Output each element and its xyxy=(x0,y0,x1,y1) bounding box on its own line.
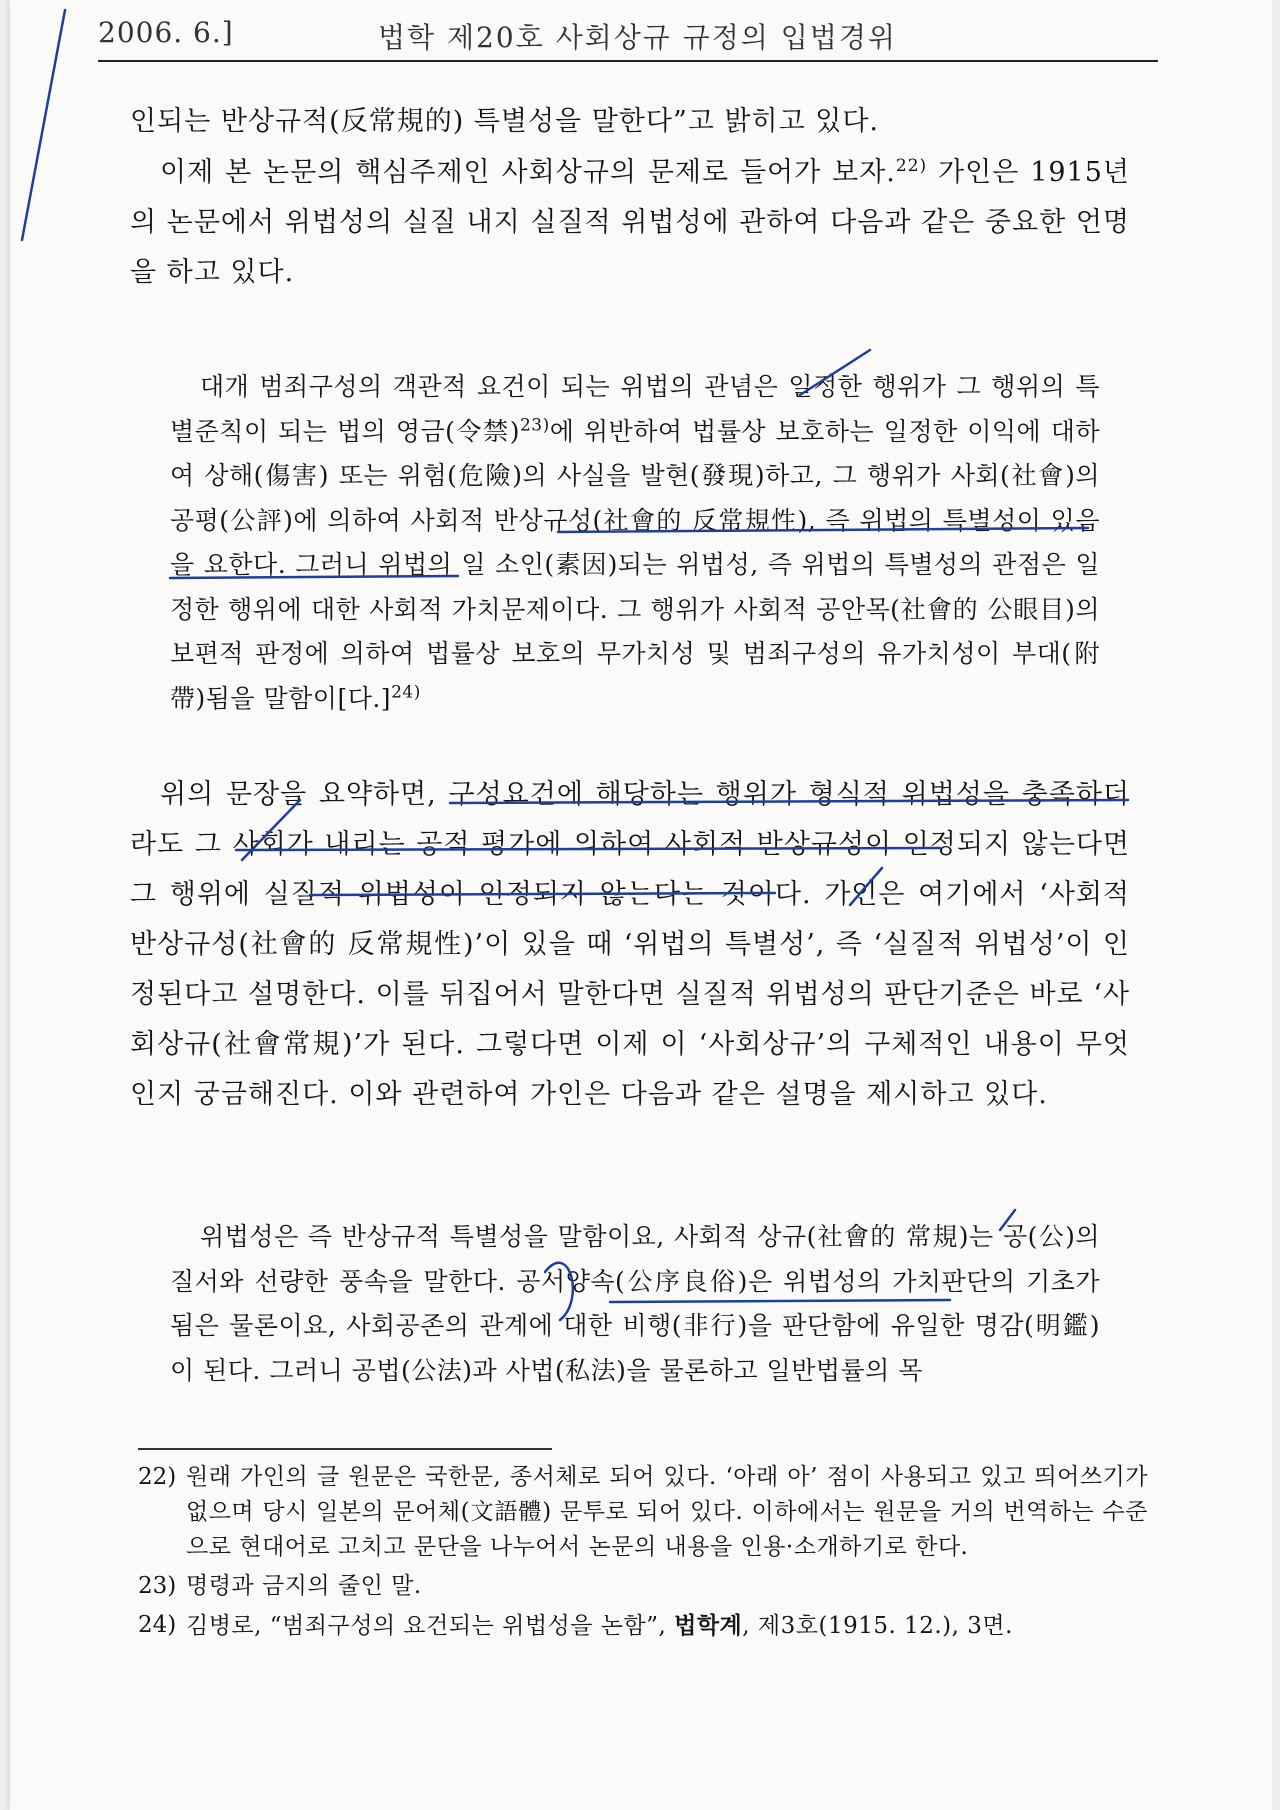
footnote-text xyxy=(186,1608,1148,1644)
footnote-ref-24[interactable]: 24) xyxy=(391,682,421,703)
footnotes xyxy=(138,1460,1148,1648)
paragraph-3-text: 위의 문장을 요약하면, 구성요건에 해당하는 행위가 형식적 위법성을 충족하더라도 그 사회가 내리는 공적 평가에 의하여 사회적 반상규성이 인정되지 않는다면 그 행위에 실질적 위법성이 인정되지 않는다는 것이다. 가인은 여기에서 ‘사회적 반상규성(社會的 反常規性)’이 있을 때 ‘위법의 특별성’, 즉 ‘실질적 위법성’이 인정된다고 설명한다. 이를 뒤집어서 말한다면 실질적 위법성의 판단기준은 바로 ‘사회상규(社會常規)’가 된다. 그렇다면 이제 이 ‘사회상규’의 구체적인 내용이 무엇인지 궁금해진다. 이와 관련하여 가인은 다음과 같은 설명을 제시하고 있다. xyxy=(130,779,1130,1110)
footnote-divider xyxy=(138,1448,552,1450)
quote-1-part-b: 에 위반하여 법률상 보호하는 일정한 이익에 대하여 상해(傷害) 또는 위험(危險)의 사실을 발현(發現)하고, 그 행위가 사회(社會)의 공평(公評)에 의하여 사회적 반상규성(社會的 反常規性), 즉 위법의 특별성이 있음을 요한다. 그러니 위법의 일 소인(素因)되는 위법성, 즉 위법의 특별성의 관점은 일정한 행위에 대한 사회적 가치문제이다. 그 행위가 사회적 공안목(社會的 公眼目)의 보편적 판정에 의하여 법률상 보호의 무가치성 및 범죄구성의 유가치성이 부대(附帶)됨을 말함이[다.] xyxy=(170,416,1100,713)
paragraph-2-text xyxy=(130,148,1130,298)
document-page xyxy=(10,0,1272,1810)
footnote-text: 원래 가인의 글 원문은 국한문, 종서체로 되어 있다. ‘아래 아’ 점이 사용되고 있고 띄어쓰기가 없으며 당시 일본의 문어체(文語體) 문투로 되어 있다. 이하에서는 원문을 거의 번역하는 수준으로 현대어로 고치고 문단을 나누어서 논문의 내용을 인용·소개하기로 한다. xyxy=(186,1464,1148,1560)
paragraph-2-lead: 이제 본 논문의 핵심주제인 사회상규의 문제로 들어가 보자. xyxy=(160,157,896,188)
footnote-number: 22) xyxy=(138,1464,177,1490)
paragraph-2-rest: 가인은 1915년의 논문에서 위법성의 실질 내지 실질적 위법성에 관하여 다음과 같은 중요한 언명을 하고 있다. xyxy=(130,157,1130,288)
citation-issue: , 제3호(1915. 12.), 3면. xyxy=(742,1613,1013,1639)
header-title: 법학 제20호 사회상규 규정의 입법경위 xyxy=(378,21,897,54)
running-header xyxy=(98,14,1158,62)
paragraph-1-text: 인되는 반상규적(反常規的) 특별성을 말한다”고 밝히고 있다. xyxy=(130,106,880,137)
quote-2-text: 위법성은 즉 반상규적 특별성을 말함이요, 사회적 상규(社會的 常規)는 공(公)의 질서와 선량한 풍속을 말한다. 공서양속(公序良俗)은 위법성의 가치판단의 기초가 됨은 물론이요, 사회공존의 관계에 대한 비행(非行)을 판단함에 유일한 명감(明鑑)이 된다. 그러니 공법(公法)과 사법(私法)을 물론하고 일반법률의 목 xyxy=(170,1222,1100,1385)
header-date: 2006. 6.] xyxy=(98,16,234,49)
citation-author-title: 김병로, “범죄구성의 요건되는 위법성을 논함”, xyxy=(186,1613,675,1639)
citation-journal: 법학계 xyxy=(674,1612,743,1639)
paragraph-summary xyxy=(130,770,1130,1120)
footnote-24 xyxy=(138,1608,1148,1644)
block-quote-1 xyxy=(170,365,1100,721)
block-quote-2 xyxy=(170,1215,1100,1393)
footnote-ref-23[interactable]: 23) xyxy=(519,415,550,436)
footnote-23 xyxy=(138,1569,1148,1604)
quote-1-text xyxy=(170,365,1100,721)
footnote-22 xyxy=(138,1460,1148,1565)
quote-1-part-a: 대개 범죄구성의 객관적 요건이 되는 위법의 관념은 일정한 행위가 그 행위의 특별준칙이 되는 법의 영금(令禁) xyxy=(170,372,1100,446)
footnote-number: 24) xyxy=(138,1612,177,1638)
paragraph-continuation xyxy=(130,97,1130,147)
paragraph-intro xyxy=(130,148,1130,298)
footnote-ref-22[interactable]: 22) xyxy=(895,156,928,176)
margin-slash-mark xyxy=(22,10,65,240)
footnote-text: 명령과 금지의 줄인 말. xyxy=(186,1573,422,1599)
footnote-number: 23) xyxy=(138,1573,177,1599)
